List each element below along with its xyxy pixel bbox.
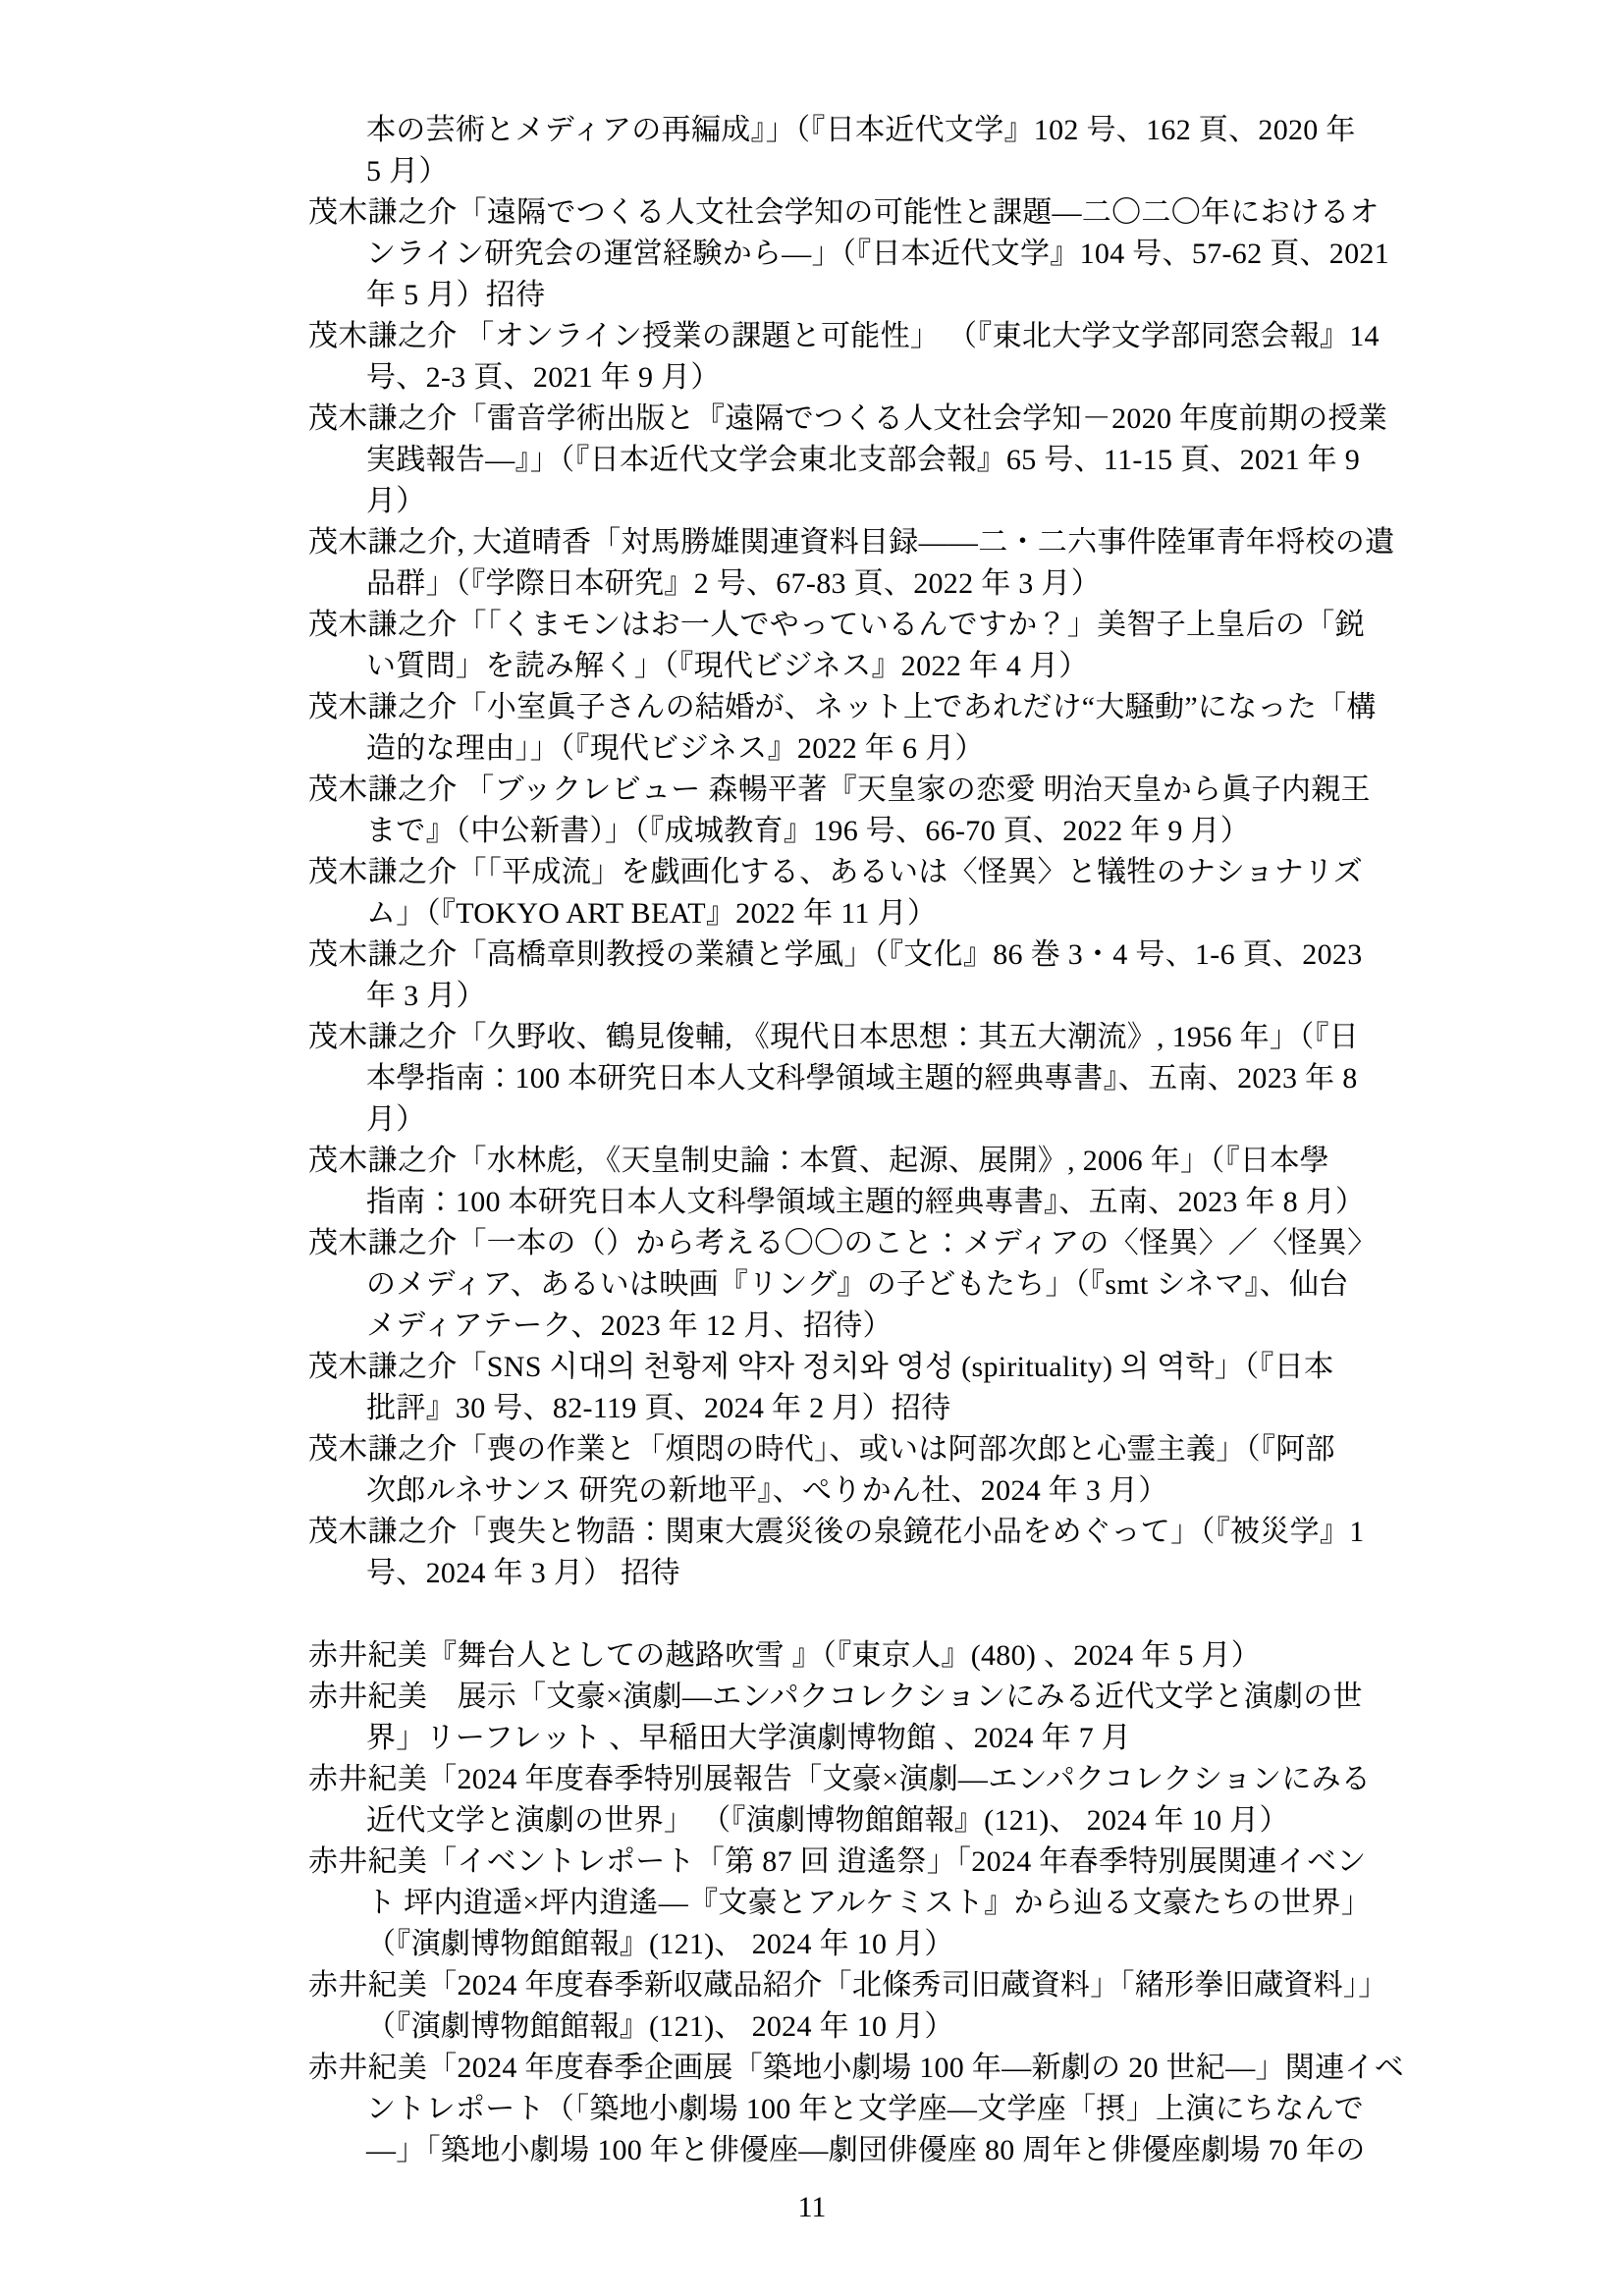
- publication-line: 近代文学と演劇の世界」 （『演劇博物館館報』(121)、 2024 年 10 月）: [366, 1804, 1289, 1837]
- publication-line: 茂木謙之介「水林彪, 《天皇制史論：本質、起源、展開》, 2006 年」（『日本學: [308, 1145, 1329, 1177]
- publication-line: 茂木謙之介「「くまモンはお一人でやっているんですか？」美智子上皇后の「鋭: [308, 609, 1365, 641]
- publication-line: のメディア、あるいは映画『リング』の子どもたち」（『smt シネマ』、仙台: [366, 1268, 1349, 1301]
- publication-line: 赤井紀美「2024 年度春季特別展報告「文豪×演劇—エンパクコレクションにみる: [308, 1763, 1372, 1795]
- publication-line: 茂木謙之介 「ブックレビュー 森暢平著『天皇家の恋愛 明治天皇から眞子内親王: [308, 774, 1371, 806]
- publication-line: 赤井紀美『舞台人としての越路吹雪 』（『東京人』(480) 、2024 年 5 月）: [308, 1639, 1262, 1672]
- publication-line: 号、2024 年 3 月） 招待: [366, 1557, 680, 1589]
- publication-line: まで』（中公新書）」（『成城教育』196 号、66-70 頁、2022 年 9 月）: [366, 815, 1251, 847]
- publication-line: 茂木謙之介「遠隔でつくる人文社会学知の可能性と課題—二〇二〇年におけるオ: [308, 196, 1380, 229]
- page-number: 11: [797, 2191, 827, 2223]
- publication-line: 茂木謙之介「高橋章則教授の業績と学風」（『文化』86 巻 3・4 号、1-6 頁、2023: [308, 938, 1363, 971]
- publication-line: 茂木謙之介「小室眞子さんの結婚が、ネット上であれだけ“大騒動”になった「構: [308, 691, 1377, 723]
- publication-line: 茂木謙之介「「平成流」を戯画化する、あるいは〈怪異〉と犠牲のナショナリズ: [308, 856, 1363, 888]
- publication-line: （『演劇博物館館報』(121)、 2024 年 10 月）: [366, 2010, 954, 2043]
- publication-line: 茂木謙之介「SNS 시대의 천황제 약자 정치와 영성 (spirituality) 의 역학」（『日本: [308, 1351, 1334, 1383]
- publication-line: 指南：100 本研究日本人文科學領域主題的經典專書』、五南、2023 年 8 月）: [366, 1186, 1366, 1218]
- publication-line: 月）: [366, 485, 426, 517]
- publication-line: 月）: [366, 1103, 426, 1136]
- publication-line: 赤井紀美「2024 年度春季企画展「築地小劇場 100 年—新劇の 20 世紀—」関連イベ: [308, 2052, 1404, 2084]
- publication-line: 茂木謙之介「雷音学術出版と『遠隔でつくる人文社会学知－2020 年度前期の授業: [308, 402, 1388, 435]
- publication-line: 茂木謙之介 「オンライン授業の課題と可能性」 （『東北大学文学部同窓会報』14: [308, 320, 1380, 352]
- publication-line: 茂木謙之介「喪失と物語：関東大震災後の泉鏡花小品をめぐって」（『被災学』1: [308, 1516, 1365, 1548]
- publication-line: 界」リーフレット 、早稲田大学演劇博物館 、2024 年 7 月: [366, 1722, 1132, 1754]
- publication-line: （『演劇博物館館報』(121)、 2024 年 10 月）: [366, 1928, 954, 1960]
- publication-line: 造的な理由」」（『現代ビジネス』2022 年 6 月）: [366, 732, 985, 765]
- publication-line: 茂木謙之介「一本の（）から考える〇〇のこと：メディアの〈怪異〉／〈怪異〉: [308, 1227, 1378, 1259]
- publication-line: 品群」（『学際日本研究』2 号、67-83 頁、2022 年 3 月）: [366, 567, 1101, 600]
- publication-line: 赤井紀美 展示「文豪×演劇—エンパクコレクションにみる近代文学と演劇の世: [308, 1681, 1363, 1713]
- publication-line: 批評』30 号、82-119 頁、2024 年 2 月）招待: [366, 1392, 951, 1424]
- publication-line: 5 月）: [366, 155, 449, 187]
- publication-line: 次郎ルネサンス 研究の新地平』、ぺりかん社、2024 年 3 月）: [366, 1474, 1168, 1507]
- blank-line: [308, 1594, 1398, 1635]
- publication-line: 号、2-3 頁、2021 年 9 月）: [366, 361, 721, 394]
- publication-line: —」「築地小劇場 100 年と俳優座—劇団俳優座 80 周年と俳優座劇場 70 年の: [366, 2134, 1366, 2166]
- publication-line: ンライン研究会の運営経験から—」（『日本近代文学』104 号、57-62 頁、2021: [366, 238, 1389, 270]
- publication-line: 本學指南：100 本研究日本人文科學領域主題的經典專書』、五南、2023 年 8: [366, 1062, 1358, 1095]
- publication-line: 茂木謙之介, 大道晴香「対馬勝雄関連資料目録——二・二六事件陸軍青年将校の遺: [308, 526, 1395, 559]
- publication-line: 実践報告—』」（『日本近代文学会東北支部会報』65 号、11-15 頁、2021 年 9: [366, 444, 1361, 476]
- publication-line: 本の芸術とメディアの再編成』」（『日本近代文学』102 号、162 頁、2020 年: [366, 114, 1356, 146]
- publication-line: 赤井紀美「2024 年度春季新収蔵品紹介「北條秀司旧蔵資料」「緒形拳旧蔵資料」」: [308, 1969, 1388, 2002]
- publication-line: 茂木謙之介「喪の作業と「煩悶の時代」、或いは阿部次郎と心霊主義」（『阿部: [308, 1433, 1335, 1466]
- publication-line: ントレポート（「築地小劇場 100 年と文学座—文学座「摂」上演にちなんで: [366, 2093, 1365, 2125]
- publication-line: 赤井紀美「イベントレポート「第 87 回 逍遙祭」「2024 年春季特別展関連イベン: [308, 1845, 1367, 1878]
- publication-line: ム」（『TOKYO ART BEAT』2022 年 11 月）: [366, 897, 938, 930]
- publications-list: [308, 110, 1404, 2171]
- publication-line: 年 3 月）: [366, 980, 486, 1012]
- publication-line: 年 5 月）招待: [366, 279, 546, 311]
- publication-line: 茂木謙之介「久野收、鶴見俊輔, 《現代日本思想：其五大潮流》, 1956 年」（『日: [308, 1021, 1360, 1053]
- publication-line: メディアテーク、2023 年 12 月、招待）: [366, 1309, 893, 1342]
- publication-line: ト 坪内逍遥×坪内逍遙—『文豪とアルケミスト』から辿る文豪たちの世界」: [366, 1887, 1372, 1919]
- publication-line: い質問」を読み解く」（『現代ビジネス』2022 年 4 月）: [366, 650, 1089, 682]
